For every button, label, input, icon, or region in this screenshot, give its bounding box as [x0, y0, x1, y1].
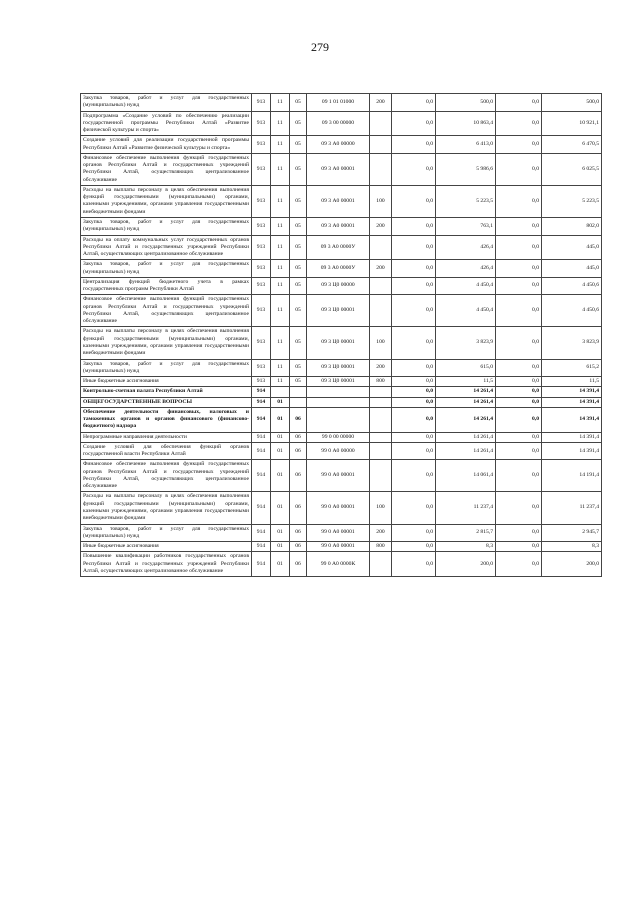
subsection-code-cell: 06: [290, 460, 307, 492]
section-code-cell: 11: [271, 377, 290, 387]
target-article-cell: 09 3 А0 00001: [307, 185, 370, 217]
table-row: [81, 153, 602, 185]
admin-code-cell: 914: [252, 524, 271, 542]
amount-cell: 0,0: [392, 235, 436, 260]
budget-table: [80, 93, 602, 577]
row-name-cell: Создание условий для обеспечения функций органов государственной власти Республики Алтай: [81, 442, 252, 460]
amount-cell: 14 391,4: [542, 407, 602, 432]
section-code-cell: 01: [271, 432, 290, 442]
admin-code-cell: 914: [252, 397, 271, 407]
subsection-code-cell: [290, 387, 307, 397]
section-code-cell: 11: [271, 260, 290, 278]
amount-cell: 8,3: [436, 542, 496, 552]
target-article-cell: 99 0 А0 00001: [307, 542, 370, 552]
amount-cell: 4 450,4: [436, 277, 496, 295]
row-name-cell: Обеспечение деятельности финансовых, налоговых и таможенных органов и органов финансового (финансово-бюджетного) надзора: [81, 407, 252, 432]
section-code-cell: 11: [271, 359, 290, 377]
expense-type-cell: [370, 460, 392, 492]
admin-code-cell: 914: [252, 442, 271, 460]
amount-cell: 0,0: [496, 235, 542, 260]
subsection-code-cell: 05: [290, 377, 307, 387]
target-article-cell: 99 0 А0 00001: [307, 460, 370, 492]
expense-type-cell: [370, 295, 392, 327]
expense-type-cell: 100: [370, 492, 392, 524]
amount-cell: 0,0: [496, 542, 542, 552]
amount-cell: 0,0: [392, 552, 436, 577]
section-code-cell: 11: [271, 111, 290, 136]
table-row: [81, 387, 602, 397]
table-row: [81, 94, 602, 112]
amount-cell: 0,0: [392, 359, 436, 377]
table-row: [81, 492, 602, 524]
subsection-code-cell: 05: [290, 185, 307, 217]
expense-type-cell: 800: [370, 542, 392, 552]
amount-cell: 14 261,4: [436, 407, 496, 432]
expense-type-cell: [370, 111, 392, 136]
subsection-code-cell: 05: [290, 235, 307, 260]
amount-cell: 6 025,5: [542, 153, 602, 185]
table-row: [81, 185, 602, 217]
table-row: [81, 524, 602, 542]
amount-cell: 426,4: [436, 260, 496, 278]
admin-code-cell: 913: [252, 185, 271, 217]
amount-cell: 0,0: [392, 136, 436, 154]
target-article-cell: 99 0 А0 00000: [307, 442, 370, 460]
amount-cell: 615,0: [436, 359, 496, 377]
subsection-code-cell: 06: [290, 524, 307, 542]
section-code-cell: 11: [271, 277, 290, 295]
row-name-cell: Расходы на оплату коммунальных услуг государственных органов Республики Алтай и государственных учреждений Республики Алтай, осуществляющих централизованное обслуживание: [81, 235, 252, 260]
amount-cell: 0,0: [496, 94, 542, 112]
subsection-code-cell: 05: [290, 136, 307, 154]
target-article-cell: [307, 387, 370, 397]
amount-cell: 763,1: [436, 217, 496, 235]
amount-cell: 0,0: [392, 524, 436, 542]
amount-cell: 14 391,4: [542, 397, 602, 407]
section-code-cell: 01: [271, 460, 290, 492]
amount-cell: 0,0: [496, 442, 542, 460]
row-name-cell: Непрограммные направления деятельности: [81, 432, 252, 442]
row-name-cell: Расходы на выплаты персоналу в целях обеспечения выполнения функций государственными (муниципальными) органами, казенными учреждениями, органами управления государственными внебюджетными фондами: [81, 327, 252, 359]
amount-cell: 0,0: [392, 260, 436, 278]
row-name-cell: Контрольно-счетная палата Республики Алтай: [81, 387, 252, 397]
amount-cell: 0,0: [496, 552, 542, 577]
admin-code-cell: 914: [252, 460, 271, 492]
subsection-code-cell: 05: [290, 94, 307, 112]
row-name-cell: Подпрограмма «Создание условий по обеспечению реализации государственной программы Республики Алтай «Развитие физической культуры и спорта»: [81, 111, 252, 136]
table-row: [81, 277, 602, 295]
admin-code-cell: 914: [252, 492, 271, 524]
section-code-cell: 01: [271, 542, 290, 552]
amount-cell: 4 450,4: [436, 295, 496, 327]
expense-type-cell: [370, 387, 392, 397]
target-article-cell: 99 0 А0 00001: [307, 492, 370, 524]
amount-cell: 0,0: [392, 277, 436, 295]
expense-type-cell: 800: [370, 377, 392, 387]
admin-code-cell: 914: [252, 432, 271, 442]
amount-cell: 615,2: [542, 359, 602, 377]
amount-cell: 0,0: [392, 492, 436, 524]
subsection-code-cell: 06: [290, 407, 307, 432]
table-row: [81, 217, 602, 235]
row-name-cell: Финансовое обеспечение выполнения функций государственных органов Республики Алтай и государственных учреждений Республики Алтай, осуществляющих централизованное обслуживание: [81, 295, 252, 327]
admin-code-cell: 913: [252, 295, 271, 327]
amount-cell: 0,0: [496, 185, 542, 217]
section-code-cell: 01: [271, 492, 290, 524]
amount-cell: 10 921,1: [542, 111, 602, 136]
target-article-cell: 09 1 01 01000: [307, 94, 370, 112]
row-name-cell: Финансовое обеспечение выполнения функций государственных органов Республики Алтай и государственных учреждений Республики Алтай, осуществляющих централизованное обслуживание: [81, 153, 252, 185]
amount-cell: 500,0: [542, 94, 602, 112]
page-number: 279: [311, 40, 329, 54]
admin-code-cell: 913: [252, 260, 271, 278]
amount-cell: 0,0: [496, 387, 542, 397]
amount-cell: 0,0: [496, 327, 542, 359]
subsection-code-cell: 05: [290, 295, 307, 327]
section-code-cell: 01: [271, 552, 290, 577]
subsection-code-cell: 05: [290, 111, 307, 136]
row-name-cell: Расходы на выплаты персоналу в целях обеспечения выполнения функций государственными (муниципальными) органами, казенными учреждениями, органами управления государственными внебюджетными фондами: [81, 185, 252, 217]
expense-type-cell: [370, 442, 392, 460]
amount-cell: 0,0: [496, 407, 542, 432]
amount-cell: 11 237,4: [542, 492, 602, 524]
amount-cell: 14 261,4: [436, 387, 496, 397]
amount-cell: 14 391,4: [542, 442, 602, 460]
table-row: [81, 407, 602, 432]
amount-cell: 14 261,4: [436, 432, 496, 442]
row-name-cell: Закупка товаров, работ и услуг для государственных (муниципальных) нужд: [81, 524, 252, 542]
amount-cell: 2 945,7: [542, 524, 602, 542]
amount-cell: 426,4: [436, 235, 496, 260]
subsection-code-cell: [290, 397, 307, 407]
amount-cell: 11 237,4: [436, 492, 496, 524]
subsection-code-cell: 05: [290, 277, 307, 295]
expense-type-cell: 200: [370, 94, 392, 112]
amount-cell: 0,0: [496, 153, 542, 185]
admin-code-cell: 913: [252, 235, 271, 260]
expense-type-cell: 100: [370, 185, 392, 217]
amount-cell: 11,5: [542, 377, 602, 387]
subsection-code-cell: 05: [290, 327, 307, 359]
target-article-cell: 09 3 Ц0 00001: [307, 377, 370, 387]
target-article-cell: [307, 397, 370, 407]
amount-cell: 10 863,4: [436, 111, 496, 136]
table-row: [81, 552, 602, 577]
amount-cell: 0,0: [496, 524, 542, 542]
amount-cell: 0,0: [392, 432, 436, 442]
admin-code-cell: 913: [252, 377, 271, 387]
amount-cell: 445,0: [542, 260, 602, 278]
amount-cell: 802,0: [542, 217, 602, 235]
amount-cell: 6 470,5: [542, 136, 602, 154]
section-code-cell: 11: [271, 217, 290, 235]
amount-cell: 0,0: [496, 359, 542, 377]
subsection-code-cell: 05: [290, 359, 307, 377]
admin-code-cell: 913: [252, 153, 271, 185]
amount-cell: 0,0: [496, 136, 542, 154]
subsection-code-cell: 06: [290, 442, 307, 460]
amount-cell: 0,0: [496, 260, 542, 278]
amount-cell: 4 450,6: [542, 295, 602, 327]
amount-cell: 200,0: [542, 552, 602, 577]
expense-type-cell: [370, 552, 392, 577]
admin-code-cell: 913: [252, 111, 271, 136]
amount-cell: 2 815,7: [436, 524, 496, 542]
row-name-cell: Закупка товаров, работ и услуг для государственных (муниципальных) нужд: [81, 359, 252, 377]
subsection-code-cell: 05: [290, 153, 307, 185]
section-code-cell: 11: [271, 327, 290, 359]
subsection-code-cell: 06: [290, 492, 307, 524]
expense-type-cell: 200: [370, 217, 392, 235]
amount-cell: 14 391,4: [542, 432, 602, 442]
table-row: [81, 327, 602, 359]
section-code-cell: 01: [271, 407, 290, 432]
admin-code-cell: 913: [252, 359, 271, 377]
admin-code-cell: 914: [252, 552, 271, 577]
table-body: [81, 94, 602, 577]
amount-cell: 5 223,5: [542, 185, 602, 217]
subsection-code-cell: 05: [290, 217, 307, 235]
amount-cell: 0,0: [496, 295, 542, 327]
table-row: [81, 542, 602, 552]
amount-cell: 0,0: [496, 377, 542, 387]
amount-cell: 0,0: [392, 295, 436, 327]
amount-cell: 0,0: [496, 111, 542, 136]
expense-type-cell: [370, 235, 392, 260]
amount-cell: 14 061,4: [436, 460, 496, 492]
amount-cell: 14 391,4: [542, 387, 602, 397]
section-code-cell: 11: [271, 235, 290, 260]
expense-type-cell: [370, 432, 392, 442]
amount-cell: 14 261,4: [436, 442, 496, 460]
target-article-cell: 09 3 Ц0 00001: [307, 327, 370, 359]
target-article-cell: 99 0 00 00000: [307, 432, 370, 442]
row-name-cell: Закупка товаров, работ и услуг для государственных (муниципальных) нужд: [81, 217, 252, 235]
expense-type-cell: 200: [370, 260, 392, 278]
amount-cell: 0,0: [392, 442, 436, 460]
expense-type-cell: [370, 407, 392, 432]
admin-code-cell: 914: [252, 407, 271, 432]
section-code-cell: 01: [271, 524, 290, 542]
target-article-cell: [307, 407, 370, 432]
amount-cell: 0,0: [496, 277, 542, 295]
row-name-cell: Закупка товаров, работ и услуг для государственных (муниципальных) нужд: [81, 94, 252, 112]
admin-code-cell: 914: [252, 387, 271, 397]
amount-cell: 0,0: [392, 387, 436, 397]
amount-cell: 445,0: [542, 235, 602, 260]
amount-cell: 0,0: [496, 492, 542, 524]
section-code-cell: 01: [271, 397, 290, 407]
target-article-cell: 09 3 Ц0 00001: [307, 295, 370, 327]
section-code-cell: 11: [271, 94, 290, 112]
table-row: [81, 460, 602, 492]
target-article-cell: 09 3 А0 00000: [307, 136, 370, 154]
amount-cell: 0,0: [392, 185, 436, 217]
expense-type-cell: [370, 153, 392, 185]
target-article-cell: 99 0 А0 00001: [307, 524, 370, 542]
amount-cell: 500,0: [436, 94, 496, 112]
admin-code-cell: 913: [252, 327, 271, 359]
amount-cell: 5 986,6: [436, 153, 496, 185]
row-name-cell: Повышение квалификации работников государственных органов Республики Алтай и государственных учреждений Республики Алтай, осуществляющих централизованное обслуживание: [81, 552, 252, 577]
admin-code-cell: 913: [252, 217, 271, 235]
amount-cell: 3 823,9: [542, 327, 602, 359]
amount-cell: 0,0: [392, 397, 436, 407]
amount-cell: 0,0: [392, 153, 436, 185]
amount-cell: 0,0: [392, 460, 436, 492]
target-article-cell: 09 3 А0 0000У: [307, 235, 370, 260]
target-article-cell: 09 3 А0 00001: [307, 217, 370, 235]
expense-type-cell: 100: [370, 327, 392, 359]
section-code-cell: 11: [271, 153, 290, 185]
amount-cell: 0,0: [392, 377, 436, 387]
admin-code-cell: 914: [252, 542, 271, 552]
row-name-cell: Закупка товаров, работ и услуг для государственных (муниципальных) нужд: [81, 260, 252, 278]
expense-type-cell: 200: [370, 359, 392, 377]
row-name-cell: Финансовое обеспечение выполнения функций государственных органов Республики Алтай и государственных учреждений Республики Алтай, осуществляющих централизованное обслуживание: [81, 460, 252, 492]
amount-cell: 0,0: [496, 460, 542, 492]
amount-cell: 0,0: [392, 217, 436, 235]
target-article-cell: 09 3 00 00000: [307, 111, 370, 136]
section-code-cell: 01: [271, 442, 290, 460]
amount-cell: 3 823,9: [436, 327, 496, 359]
amount-cell: 200,0: [436, 552, 496, 577]
expense-type-cell: [370, 397, 392, 407]
amount-cell: 8,3: [542, 542, 602, 552]
table-row: [81, 377, 602, 387]
row-name-cell: Создание условий для реализации государственной программы Республики Алтай «Развитие физической культуры и спорта»: [81, 136, 252, 154]
row-name-cell: ОБЩЕГОСУДАРСТВЕННЫЕ ВОПРОСЫ: [81, 397, 252, 407]
amount-cell: 0,0: [392, 407, 436, 432]
amount-cell: 0,0: [496, 432, 542, 442]
amount-cell: 5 223,5: [436, 185, 496, 217]
admin-code-cell: 913: [252, 136, 271, 154]
amount-cell: 14 261,4: [436, 397, 496, 407]
table-row: [81, 397, 602, 407]
table-row: [81, 432, 602, 442]
target-article-cell: 09 3 А0 0000У: [307, 260, 370, 278]
table-row: [81, 295, 602, 327]
target-article-cell: 09 3 А0 00001: [307, 153, 370, 185]
amount-cell: 0,0: [496, 217, 542, 235]
table-row: [81, 235, 602, 260]
table-row: [81, 260, 602, 278]
subsection-code-cell: 06: [290, 432, 307, 442]
target-article-cell: 09 3 Ц0 00000: [307, 277, 370, 295]
row-name-cell: Иные бюджетные ассигнования: [81, 542, 252, 552]
table-row: [81, 111, 602, 136]
amount-cell: 0,0: [392, 327, 436, 359]
amount-cell: 0,0: [392, 542, 436, 552]
expense-type-cell: [370, 277, 392, 295]
table-row: [81, 136, 602, 154]
subsection-code-cell: 06: [290, 542, 307, 552]
row-name-cell: Расходы на выплаты персоналу в целях обеспечения выполнения функций государственными (муниципальными) органами, казенными учреждениями, органами управления государственными внебюджетными фондами: [81, 492, 252, 524]
subsection-code-cell: 05: [290, 260, 307, 278]
amount-cell: 0,0: [392, 111, 436, 136]
amount-cell: 14 191,4: [542, 460, 602, 492]
admin-code-cell: 913: [252, 94, 271, 112]
target-article-cell: 09 3 Ц0 00001: [307, 359, 370, 377]
amount-cell: 0,0: [496, 397, 542, 407]
row-name-cell: Централизация функций бюджетного учета в рамках государственных программ Республики Алтай: [81, 277, 252, 295]
amount-cell: 4 450,6: [542, 277, 602, 295]
section-code-cell: 11: [271, 136, 290, 154]
section-code-cell: [271, 387, 290, 397]
section-code-cell: 11: [271, 295, 290, 327]
amount-cell: 11,5: [436, 377, 496, 387]
amount-cell: 6 413,0: [436, 136, 496, 154]
expense-type-cell: 200: [370, 524, 392, 542]
table-row: [81, 442, 602, 460]
amount-cell: 0,0: [392, 94, 436, 112]
admin-code-cell: 913: [252, 277, 271, 295]
subsection-code-cell: 06: [290, 552, 307, 577]
table-row: [81, 359, 602, 377]
section-code-cell: 11: [271, 185, 290, 217]
expense-type-cell: [370, 136, 392, 154]
row-name-cell: Иные бюджетные ассигнования: [81, 377, 252, 387]
target-article-cell: 99 0 А0 0000К: [307, 552, 370, 577]
